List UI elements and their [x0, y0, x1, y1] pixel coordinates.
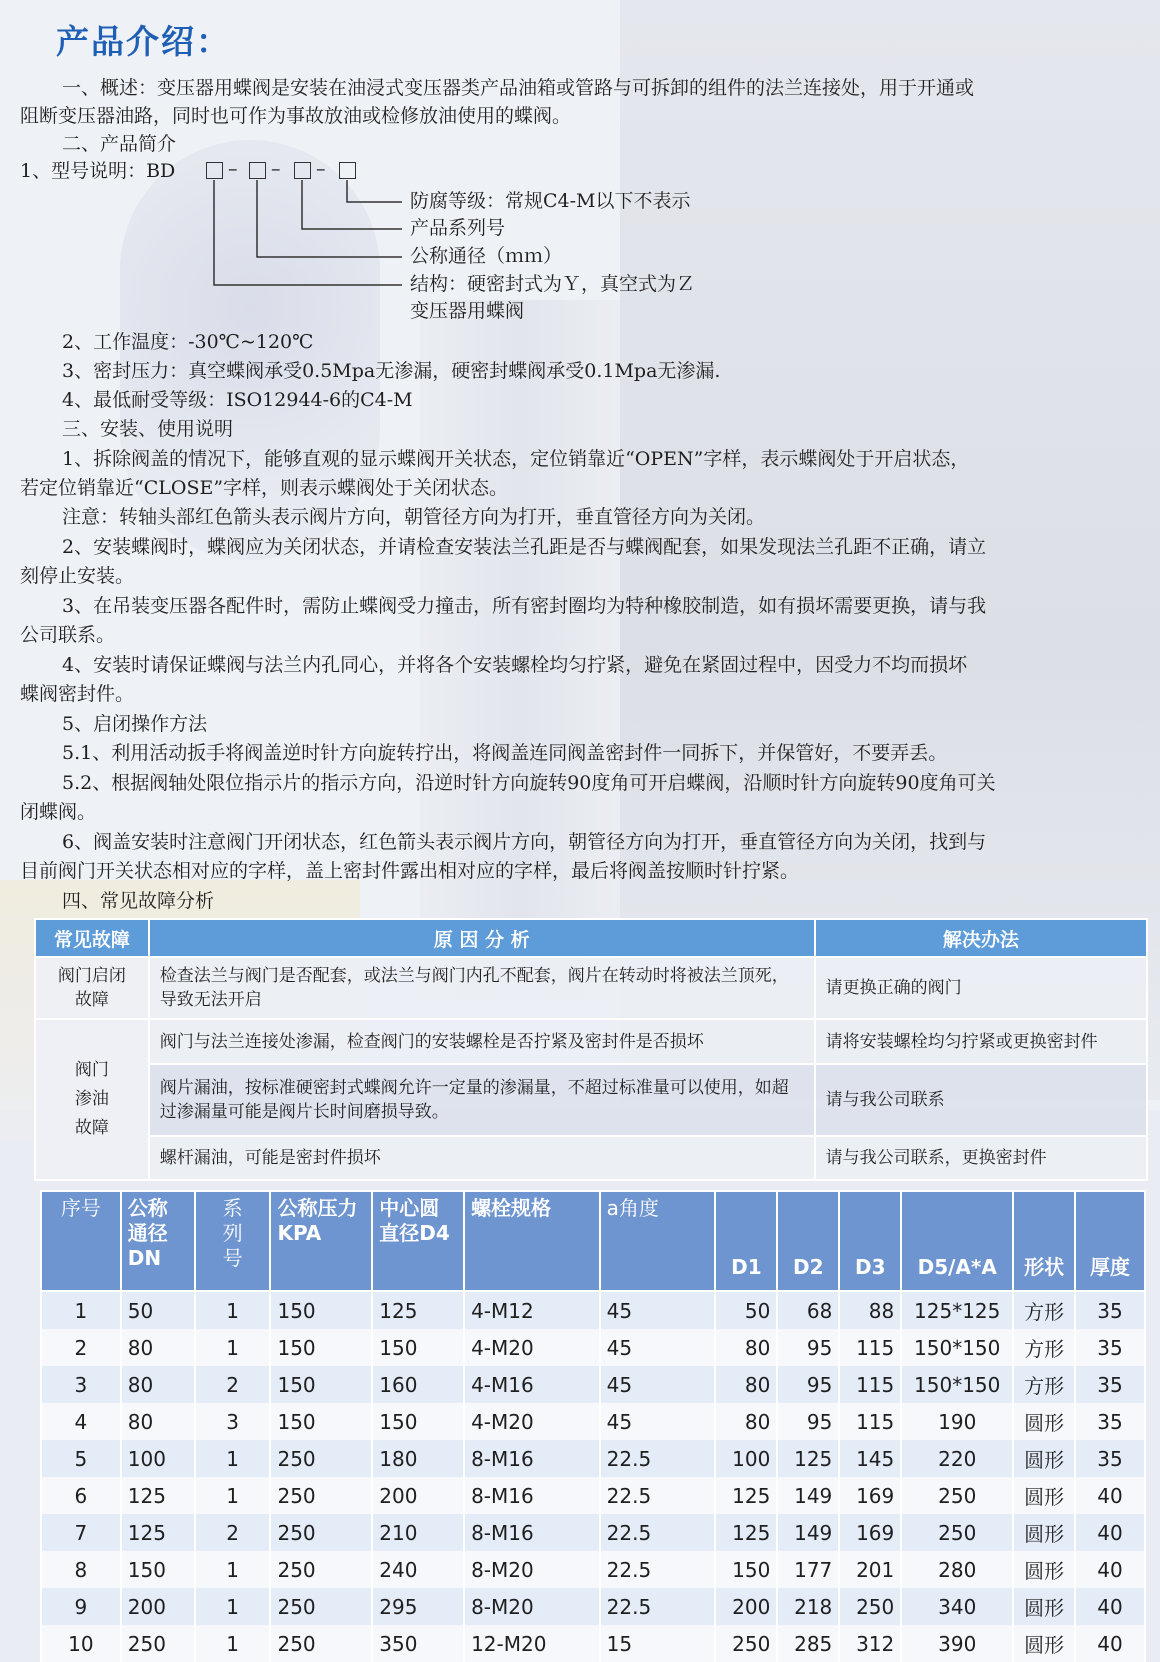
table-cell: 149 [777, 1477, 839, 1514]
table-cell: 250 [270, 1440, 372, 1477]
table-cell: 250 [901, 1514, 1013, 1551]
table-cell: 45 [600, 1291, 716, 1329]
table-cell: 3 [41, 1366, 121, 1403]
table-cell: 4-M16 [464, 1366, 600, 1403]
install-step-4-line-2: 蝶阀密封件。 [20, 683, 135, 705]
table-cell: 240 [372, 1551, 464, 1588]
column-header: D1 [715, 1191, 777, 1291]
table-row [35, 1136, 1147, 1180]
install-step-3-line-2: 公司联系。 [20, 624, 116, 646]
table-cell: 圆形 [1013, 1440, 1075, 1477]
fault-cause: 阀片漏油，按标准硬密封式蝶阀允许一定量的渗漏量，不超过标准量可以使用，如超过渗漏量可能是阀片长时间磨损导致。 [149, 1064, 815, 1136]
table-row [35, 1019, 1147, 1064]
fault-solution: 请与我公司联系，更换密封件 [815, 1136, 1147, 1180]
column-header: 系列号 [195, 1191, 271, 1291]
product-introduction-page: 产品介绍： 一、概述：变压器用蝶阀是安装在油浸式变压器类产品油箱或管路与可拆卸的组件的法兰连接处，用于开通或 阻断变压器油路，同时也可作为事故放油或检修放油使用的蝶阀。 二、产品简介 1、型号说明：BD – – – 防腐等级：常规C4-M以下不表示 产品系列号 公称通径（ｍｍ） 结构：硬密封式为Ｙ，真空式为Ｚ 变压器用蝶阀 2、工作温度：-30℃~120℃ 3、密封压力：真空蝶阀承受0.5Mpa无渗漏，硬密封蝶阀承受0.1Mpa无渗漏. 4、最低耐受等级：ISO12944-6的C4-M 三、安装、使用说明 1、拆除阀盖的情况下，能够直观的显示蝶阀开关状态，定位销靠近“OPEN”字样，表示蝶阀处于开启状态， 若定位销靠近“CLOSE”字样，则表示蝶阀处于关闭状态。 注意：转轴头部红色箭头表示阀片方向，朝管径方向为打开，垂直管径方向为关闭。 2、安装蝶阀时，蝶阀应为关闭状态，并请检查安装法兰孔距是否与蝶阀配套，如果发现法兰孔距不正确，请立 刻停止安装。 3、在吊装变压器各配件时，需防止蝶阀受力撞击，所有密封圈均为特种橡胶制造，如有损坏需要更换，请与我 公司联系。 4、安装时请保证蝶阀与法兰内孔同心，并将各个安装螺栓均匀拧紧，避免在紧固过程中，因受力不均而损坏 蝶阀密封件。 5、启闭操作方法 5.1、利用活动扳手将阀盖逆时针方向旋转拧出，将阀盖连同阀盖密封件一同拆下，并保管好，不要弄丢。 5.2、根据阀轴处限位指示片的指示方向，沿逆时针方向旋转90度角可开启蝶阀，沿顺时针方向旋转90度角可关 闭蝶阀。 6、阀盖安装时注意阀门开闭状态，红色箭头表示阀片方向，朝管径方向为打开，垂直管径方向为关闭，找到与 目前阀门开关状态相对应的字样，盖上密封件露出相对应的字样，最后将阀盖按顺时针拧紧。 四、常见故障分析 常见故障 原 因 分 析 解决办法 阀门启闭故障 检查法兰与阀门是否配套，或法兰与阀门内孔不配套，阀片在转动时将被法兰顶死，导致无法开启 请更换正确的阀门 阀门渗油故障 阀门与法兰连接处渗漏，检查阀门的安装螺栓是否拧紧及密封件是否损坏 请将安装螺栓均匀拧紧或更换密封件 阀片漏油，按标准硬密封式蝶阀允许一定量的渗漏量，不超过标准量可以使用，如超过渗漏量可能是阀片长时间磨损导致。 请与我公司联系 螺杆漏油，可能是密封件损坏 请与我公司联系，更换密封件 序号 公称通径DN 系列号 公称压力KPA 中心圆直径D4 螺栓规格 a角度 D1 D2 D3 D5/A*A 形状 厚度 1 50 1 150 125 4-M12 45 50 68 88 125*125 方形 35 2 80 1 150 150 4-M20 45 80 95 115 150*150 方形 35 3 80 2 150 160 4-M16 45 80 95 115 150*150 方形 35 4 80 3 150 150 4-M20 45 80 95 115 190 圆形 35 5 100 1 250 180 8-M16 22.5 100 125 145 220 圆形 35 6 125 1 250 200 8-M16 22.5 125 149 169 250 圆形 40 7 125 2 250 210 8-M16 22.5 125 149 169 250 圆形 40 8 150 1 250 240 8-M20 22.5 150 177 201 280 圆形 40 9 200 1 250 295 8-M20 22.5 200 218 250 340 圆形 40 10 250 1 250 350 12-M20 15 250 285 312 390 圆形 40 [0, 0, 1160, 1662]
table-cell: 218 [777, 1588, 839, 1625]
table-cell: 210 [372, 1514, 464, 1551]
table-row [41, 1551, 1145, 1588]
table-cell: 35 [1075, 1403, 1145, 1440]
table-cell: 12-M20 [464, 1625, 600, 1662]
column-header: 形状 [1013, 1191, 1075, 1291]
column-header: a角度 [600, 1191, 716, 1291]
table-cell: 1 [41, 1291, 121, 1329]
fault-cause: 螺杆漏油，可能是密封件损坏 [149, 1136, 815, 1180]
table-cell: 22.5 [600, 1440, 716, 1477]
table-cell: 149 [777, 1514, 839, 1551]
table-cell: 150 [372, 1403, 464, 1440]
model-label-diameter: 公称通径（ｍｍ） [410, 245, 563, 267]
model-code-box [249, 162, 266, 179]
table-cell: 145 [839, 1440, 901, 1477]
fault-category: 阀门启闭故障 [35, 957, 149, 1019]
fault-cause: 检查法兰与阀门是否配套，或法兰与阀门内孔不配套，阀片在转动时将被法兰顶死，导致无法开启 [149, 957, 815, 1019]
table-cell: 250 [270, 1514, 372, 1551]
table-cell: 15 [600, 1625, 716, 1662]
table-cell: 35 [1075, 1329, 1145, 1366]
table-cell: 22.5 [600, 1551, 716, 1588]
table-cell: 40 [1075, 1625, 1145, 1662]
table-cell: 180 [372, 1440, 464, 1477]
table-cell: 6 [41, 1477, 121, 1514]
model-label-series: 产品系列号 [410, 217, 506, 239]
model-label-valve-type: 变压器用蝶阀 [410, 300, 525, 322]
table-cell: 22.5 [600, 1588, 716, 1625]
table-row [41, 1477, 1145, 1514]
table-cell: 150*150 [901, 1329, 1013, 1366]
table-cell: 圆形 [1013, 1625, 1075, 1662]
table-cell: 250 [270, 1625, 372, 1662]
resistance-grade: 4、最低耐受等级：ISO12944-6的C4-M [62, 389, 413, 411]
table-cell: 80 [715, 1329, 777, 1366]
table-cell: 350 [372, 1625, 464, 1662]
table-cell: 40 [1075, 1477, 1145, 1514]
seal-pressure: 3、密封压力：真空蝶阀承受0.5Mpa无渗漏，硬密封蝶阀承受0.1Mpa无渗漏. [62, 360, 721, 382]
table-cell: 125 [777, 1440, 839, 1477]
column-header: D3 [839, 1191, 901, 1291]
install-step-2-line-2: 刻停止安装。 [20, 565, 135, 587]
table-cell: 35 [1075, 1291, 1145, 1329]
table-row [41, 1625, 1145, 1662]
table-header-row [41, 1191, 1145, 1291]
table-cell: 35 [1075, 1366, 1145, 1403]
table-row [41, 1366, 1145, 1403]
table-cell: 200 [715, 1588, 777, 1625]
table-cell: 1 [195, 1440, 271, 1477]
column-header: 公称通径DN [121, 1191, 195, 1291]
table-cell: 8-M20 [464, 1588, 600, 1625]
overview-line-2: 阻断变压器油路，同时也可作为事故放油或检修放油使用的蝶阀。 [20, 105, 572, 127]
column-header: 螺栓规格 [464, 1191, 600, 1291]
table-cell: 115 [839, 1329, 901, 1366]
table-cell: 45 [600, 1366, 716, 1403]
table-cell: 8 [41, 1551, 121, 1588]
table-cell: 10 [41, 1625, 121, 1662]
operation-step-5-2-line-1: 5.2、根据阀轴处限位指示片的指示方向，沿逆时针方向旋转90度角可开启蝶阀，沿顺时针方向旋转90度角可关 [62, 772, 996, 794]
table-cell: 201 [839, 1551, 901, 1588]
operation-step-5-2-line-2: 闭蝶阀。 [20, 801, 97, 823]
table-cell: 2 [41, 1329, 121, 1366]
table-row [41, 1291, 1145, 1329]
table-cell: 169 [839, 1514, 901, 1551]
table-cell: 1 [195, 1329, 271, 1366]
table-cell: 169 [839, 1477, 901, 1514]
overview-line-1: 一、概述：变压器用蝶阀是安装在油浸式变压器类产品油箱或管路与可拆卸的组件的法兰连接处，用于开通或 [62, 77, 975, 99]
table-cell: 50 [715, 1291, 777, 1329]
model-description-label: 1、型号说明：BD [20, 160, 176, 182]
table-cell: 125 [715, 1477, 777, 1514]
table-cell: 250 [270, 1551, 372, 1588]
table-cell: 125 [121, 1477, 195, 1514]
table-cell: 150 [715, 1551, 777, 1588]
table-cell: 125 [121, 1514, 195, 1551]
table-cell: 圆形 [1013, 1514, 1075, 1551]
column-header: 解决办法 [815, 919, 1147, 957]
table-cell: 177 [777, 1551, 839, 1588]
table-cell: 4-M20 [464, 1403, 600, 1440]
table-cell: 250 [901, 1477, 1013, 1514]
table-row [35, 957, 1147, 1019]
table-cell: 7 [41, 1514, 121, 1551]
table-cell: 88 [839, 1291, 901, 1329]
install-step-2-line-1: 2、安装蝶阀时，蝶阀应为关闭状态，并请检查安装法兰孔距是否与蝶阀配套，如果发现法兰孔距不正确，请立 [62, 536, 987, 558]
install-step-1-line-2: 若定位销靠近“CLOSE”字样，则表示蝶阀处于关闭状态。 [20, 477, 509, 499]
table-cell: 方形 [1013, 1366, 1075, 1403]
table-cell: 150 [270, 1291, 372, 1329]
table-cell: 160 [372, 1366, 464, 1403]
table-cell: 方形 [1013, 1291, 1075, 1329]
working-temperature: 2、工作温度：-30℃~120℃ [62, 331, 314, 353]
section-heading-faults: 四、常见故障分析 [62, 890, 215, 912]
table-cell: 150*150 [901, 1366, 1013, 1403]
table-row [41, 1329, 1145, 1366]
table-cell: 圆形 [1013, 1588, 1075, 1625]
table-cell: 250 [270, 1477, 372, 1514]
table-cell: 200 [121, 1588, 195, 1625]
table-cell: 8-M20 [464, 1551, 600, 1588]
table-cell: 80 [715, 1366, 777, 1403]
specification-table [40, 1190, 1146, 1662]
table-cell: 1 [195, 1625, 271, 1662]
table-cell: 圆形 [1013, 1403, 1075, 1440]
table-cell: 1 [195, 1477, 271, 1514]
model-label-structure: 结构：硬密封式为Ｙ，真空式为Ｚ [410, 273, 696, 295]
install-step-3-line-1: 3、在吊装变压器各配件时，需防止蝶阀受力撞击，所有密封圈均为特种橡胶制造，如有损坏需要更换，请与我 [62, 595, 987, 617]
table-cell: 150 [121, 1551, 195, 1588]
table-cell: 340 [901, 1588, 1013, 1625]
column-header: 原 因 分 析 [149, 919, 815, 957]
table-cell: 95 [777, 1366, 839, 1403]
fault-category: 阀门渗油故障 [35, 1019, 149, 1180]
table-cell: 40 [1075, 1551, 1145, 1588]
install-step-1-line-1: 1、拆除阀盖的情况下，能够直观的显示蝶阀开关状态，定位销靠近“OPEN”字样，表示蝶阀处于开启状态， [62, 448, 970, 470]
table-cell: 45 [600, 1403, 716, 1440]
model-code-box [339, 162, 356, 179]
page-title: 产品介绍： [56, 22, 231, 61]
fault-solution: 请更换正确的阀门 [815, 957, 1147, 1019]
table-cell: 285 [777, 1625, 839, 1662]
table-row [41, 1588, 1145, 1625]
table-header-row [35, 919, 1147, 957]
table-row [35, 1064, 1147, 1136]
column-header: 公称压力KPA [270, 1191, 372, 1291]
table-cell: 250 [715, 1625, 777, 1662]
table-cell: 圆形 [1013, 1551, 1075, 1588]
section-heading-install: 三、安装、使用说明 [62, 418, 234, 440]
table-cell: 80 [121, 1329, 195, 1366]
table-cell: 圆形 [1013, 1477, 1075, 1514]
table-cell: 80 [121, 1403, 195, 1440]
table-cell: 1 [195, 1291, 271, 1329]
table-cell: 2 [195, 1366, 271, 1403]
table-cell: 250 [270, 1588, 372, 1625]
model-code-box [206, 162, 223, 179]
table-cell: 150 [270, 1366, 372, 1403]
table-cell: 250 [839, 1588, 901, 1625]
table-cell: 220 [901, 1440, 1013, 1477]
table-cell: 9 [41, 1588, 121, 1625]
fault-analysis-table [34, 918, 1148, 1181]
table-cell: 390 [901, 1625, 1013, 1662]
table-cell: 4-M12 [464, 1291, 600, 1329]
fault-cause: 阀门与法兰连接处渗漏，检查阀门的安装螺栓是否拧紧及密封件是否损坏 [149, 1019, 815, 1064]
table-cell: 100 [121, 1440, 195, 1477]
table-cell: 8-M16 [464, 1477, 600, 1514]
install-step-4-line-1: 4、安装时请保证蝶阀与法兰内孔同心，并将各个安装螺栓均匀拧紧，避免在紧固过程中，因受力不均而损坏 [62, 654, 968, 676]
table-cell: 312 [839, 1625, 901, 1662]
table-cell: 22.5 [600, 1477, 716, 1514]
column-header: 序号 [41, 1191, 121, 1291]
table-cell: 40 [1075, 1588, 1145, 1625]
table-cell: 280 [901, 1551, 1013, 1588]
section-heading-intro: 二、产品简介 [62, 133, 177, 155]
table-cell: 115 [839, 1403, 901, 1440]
table-cell: 5 [41, 1440, 121, 1477]
table-cell: 45 [600, 1329, 716, 1366]
table-cell: 125 [715, 1514, 777, 1551]
table-cell: 2 [195, 1514, 271, 1551]
table-cell: 35 [1075, 1440, 1145, 1477]
table-cell: 95 [777, 1329, 839, 1366]
table-cell: 150 [270, 1329, 372, 1366]
model-code-box [294, 162, 311, 179]
table-cell: 150 [372, 1329, 464, 1366]
table-cell: 8-M16 [464, 1440, 600, 1477]
table-cell: 4 [41, 1403, 121, 1440]
table-row [41, 1403, 1145, 1440]
table-cell: 8-M16 [464, 1514, 600, 1551]
install-step-6-line-1: 6、阀盖安装时注意阀门开闭状态，红色箭头表示阀片方向，朝管径方向为打开，垂直管径方向为关闭，找到与 [62, 831, 987, 853]
operation-method-heading: 5、启闭操作方法 [62, 713, 208, 735]
table-cell: 40 [1075, 1514, 1145, 1551]
install-note: 注意：转轴头部红色箭头表示阀片方向，朝管径方向为打开，垂直管径方向为关闭。 [62, 506, 766, 528]
column-header: D5/A*A [901, 1191, 1013, 1291]
table-cell: 95 [777, 1403, 839, 1440]
table-row [41, 1440, 1145, 1477]
table-cell: 295 [372, 1588, 464, 1625]
table-cell: 250 [121, 1625, 195, 1662]
table-cell: 4-M20 [464, 1329, 600, 1366]
table-cell: 125 [372, 1291, 464, 1329]
column-header: 常见故障 [35, 919, 149, 957]
column-header: D2 [777, 1191, 839, 1291]
table-cell: 80 [715, 1403, 777, 1440]
column-header: 中心圆直径D4 [372, 1191, 464, 1291]
install-step-6-line-2: 目前阀门开关状态相对应的字样，盖上密封件露出相对应的字样，最后将阀盖按顺时针拧紧。 [20, 860, 800, 882]
table-cell: 190 [901, 1403, 1013, 1440]
table-cell: 22.5 [600, 1514, 716, 1551]
table-cell: 1 [195, 1551, 271, 1588]
model-label-corrosion: 防腐等级：常规C4-M以下不表示 [410, 190, 691, 212]
table-cell: 100 [715, 1440, 777, 1477]
table-cell: 200 [372, 1477, 464, 1514]
fault-solution: 请将安装螺栓均匀拧紧或更换密封件 [815, 1019, 1147, 1064]
table-cell: 150 [270, 1403, 372, 1440]
table-cell: 方形 [1013, 1329, 1075, 1366]
table-cell: 68 [777, 1291, 839, 1329]
table-cell: 1 [195, 1588, 271, 1625]
column-header: 厚度 [1075, 1191, 1145, 1291]
table-cell: 3 [195, 1403, 271, 1440]
table-cell: 125*125 [901, 1291, 1013, 1329]
operation-step-5-1: 5.1、利用活动扳手将阀盖逆时针方向旋转拧出，将阀盖连同阀盖密封件一同拆下，并保管好，不要弄丢。 [62, 742, 948, 764]
table-cell: 80 [121, 1366, 195, 1403]
table-row [41, 1514, 1145, 1551]
table-cell: 50 [121, 1291, 195, 1329]
fault-solution: 请与我公司联系 [815, 1064, 1147, 1136]
table-cell: 115 [839, 1366, 901, 1403]
